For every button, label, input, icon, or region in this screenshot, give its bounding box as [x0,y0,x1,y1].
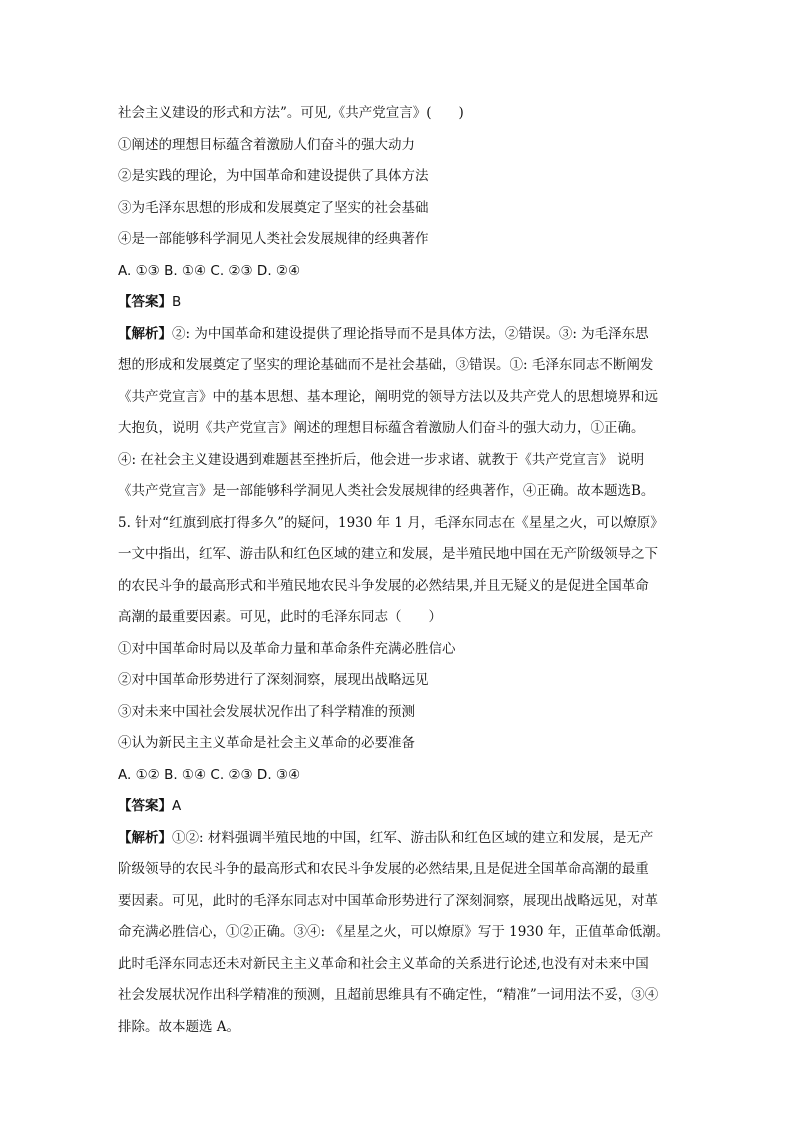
q5-analysis-line-1 [118,823,690,855]
q4-option-2: ②是实践的理论，为中国革命和建设提供了具体方法 [118,168,429,184]
q4-answer-label: 【答案】 [118,294,172,310]
q5-analysis-line-2: 阶级领导的农民斗争的最高形式和农民斗争发展的必然结果,且是促进全国革命高潮的最重 [118,861,649,877]
q4-analysis-line-3: 《共产党宣言》中的基本思想、基本理论，阐明党的领导方法以及共产党人的思想境界和远 [118,388,658,405]
q4-answer [118,287,690,319]
q5-analysis-line-6: 社会发展状况作出科学精准的预测，且超前思维具有不确定性，“精准”一词用法不妥，③④ [118,987,659,1003]
q4-analysis-label: 【解析】 [118,325,172,342]
q4-analysis-line-6: 《共产党宣言》是一部能够科学洞见人类社会发展规律的经典著作，④正确。故本题选B。 [118,483,655,499]
q5-answer-value: A [172,798,182,814]
q5-option-4: ④认为新民主主义革命是社会主义革命的必要准备 [118,735,415,751]
q4-stem-tail: 社会主义建设的形式和方法”。可见,《共产党宣言》( ) [118,105,464,121]
q5-choices: A. ①② B. ①④ C. ②③ D. ③④ [118,766,301,783]
q5-analysis-line-5: 此时毛泽东同志还未对新民主主义革命和社会主义革命的关系进行论述,也没有对未来中国 [118,955,649,972]
q4-analysis-line-1 [118,319,690,351]
q4-choices: A. ①③ B. ①④ C. ②③ D. ②④ [118,262,301,279]
q4-analysis-line-2: 想的形成和发展奠定了坚实的理论基础而不是社会基础，③错误。①: 毛泽东同志不断阐发 [118,357,654,373]
q5-option-1: ①对中国革命时局以及革命力量和革命条件充满必胜信心 [118,640,456,657]
q5-analysis-label: 【解析】 [118,829,172,846]
q5-analysis-line-4: 命充满必胜信心，①②正确。③④: 《星星之火，可以燎原》写于 1930 年，正值革命低潮。 [118,924,670,940]
q4-option-4: ④是一部能够科学洞见人类社会发展规律的经典著作 [118,231,429,247]
q5-option-3: ③对未来中国社会发展状况作出了科学精准的预测 [118,703,415,720]
q5-stem-line-4: 高潮的最重要因素。可见，此时的毛泽东同志（ ） [118,609,442,625]
q5-answer-label: 【答案】 [118,798,172,814]
q5-analysis-line-3: 要因素。可见，此时的毛泽东同志对中国革命形势进行了深刻洞察，展现出战略远见，对革 [118,892,658,909]
document-page [118,98,690,1043]
q5-analysis-line-7: 排除。故本题选 A。 [118,1018,241,1035]
q5-answer [118,791,690,823]
q5-analysis-text-1: ①②: 材料强调半殖民地的中国，红军、游击队和红色区域的建立和发展，是无产 [172,829,654,846]
q4-analysis-text-1: ②: 为中国革命和建设提供了理论指导而不是具体方法，②错误。③: 为毛泽东思 [172,325,649,342]
q5-stem-line-2: 一文中指出，红军、游击队和红色区域的建立和发展，是半殖民地中国在无产阶级领导之下 [118,546,658,562]
q4-answer-value: B [172,294,182,310]
q4-option-1: ①阐述的理想目标蕴含着激励人们奋斗的强大动力 [118,136,415,153]
q5-stem-line-1: 5. 针对“红旗到底打得多久”的疑问，1930 年 1 月，毛泽东同志在《星星之火，可以燎原》 [118,514,664,531]
q4-analysis-line-4: 大抱负，说明《共产党宣言》阐述的理想目标蕴含着激励人们奋斗的强大动力，①正确。 [118,420,645,436]
q4-analysis-line-5: ④: 在社会主义建设遇到难题甚至挫折后，他会进一步求诸、就教于《共产党宣言》 说明 [118,451,645,468]
q4-option-3: ③为毛泽东思想的形成和发展奠定了坚实的社会基础 [118,199,429,216]
q5-option-2: ②对中国革命形势进行了深刻洞察，展现出战略远见 [118,672,429,688]
q5-stem-line-3: 的农民斗争的最高形式和半殖民地农民斗争发展的必然结果,并且无疑义的是促进全国革命 [118,577,649,594]
